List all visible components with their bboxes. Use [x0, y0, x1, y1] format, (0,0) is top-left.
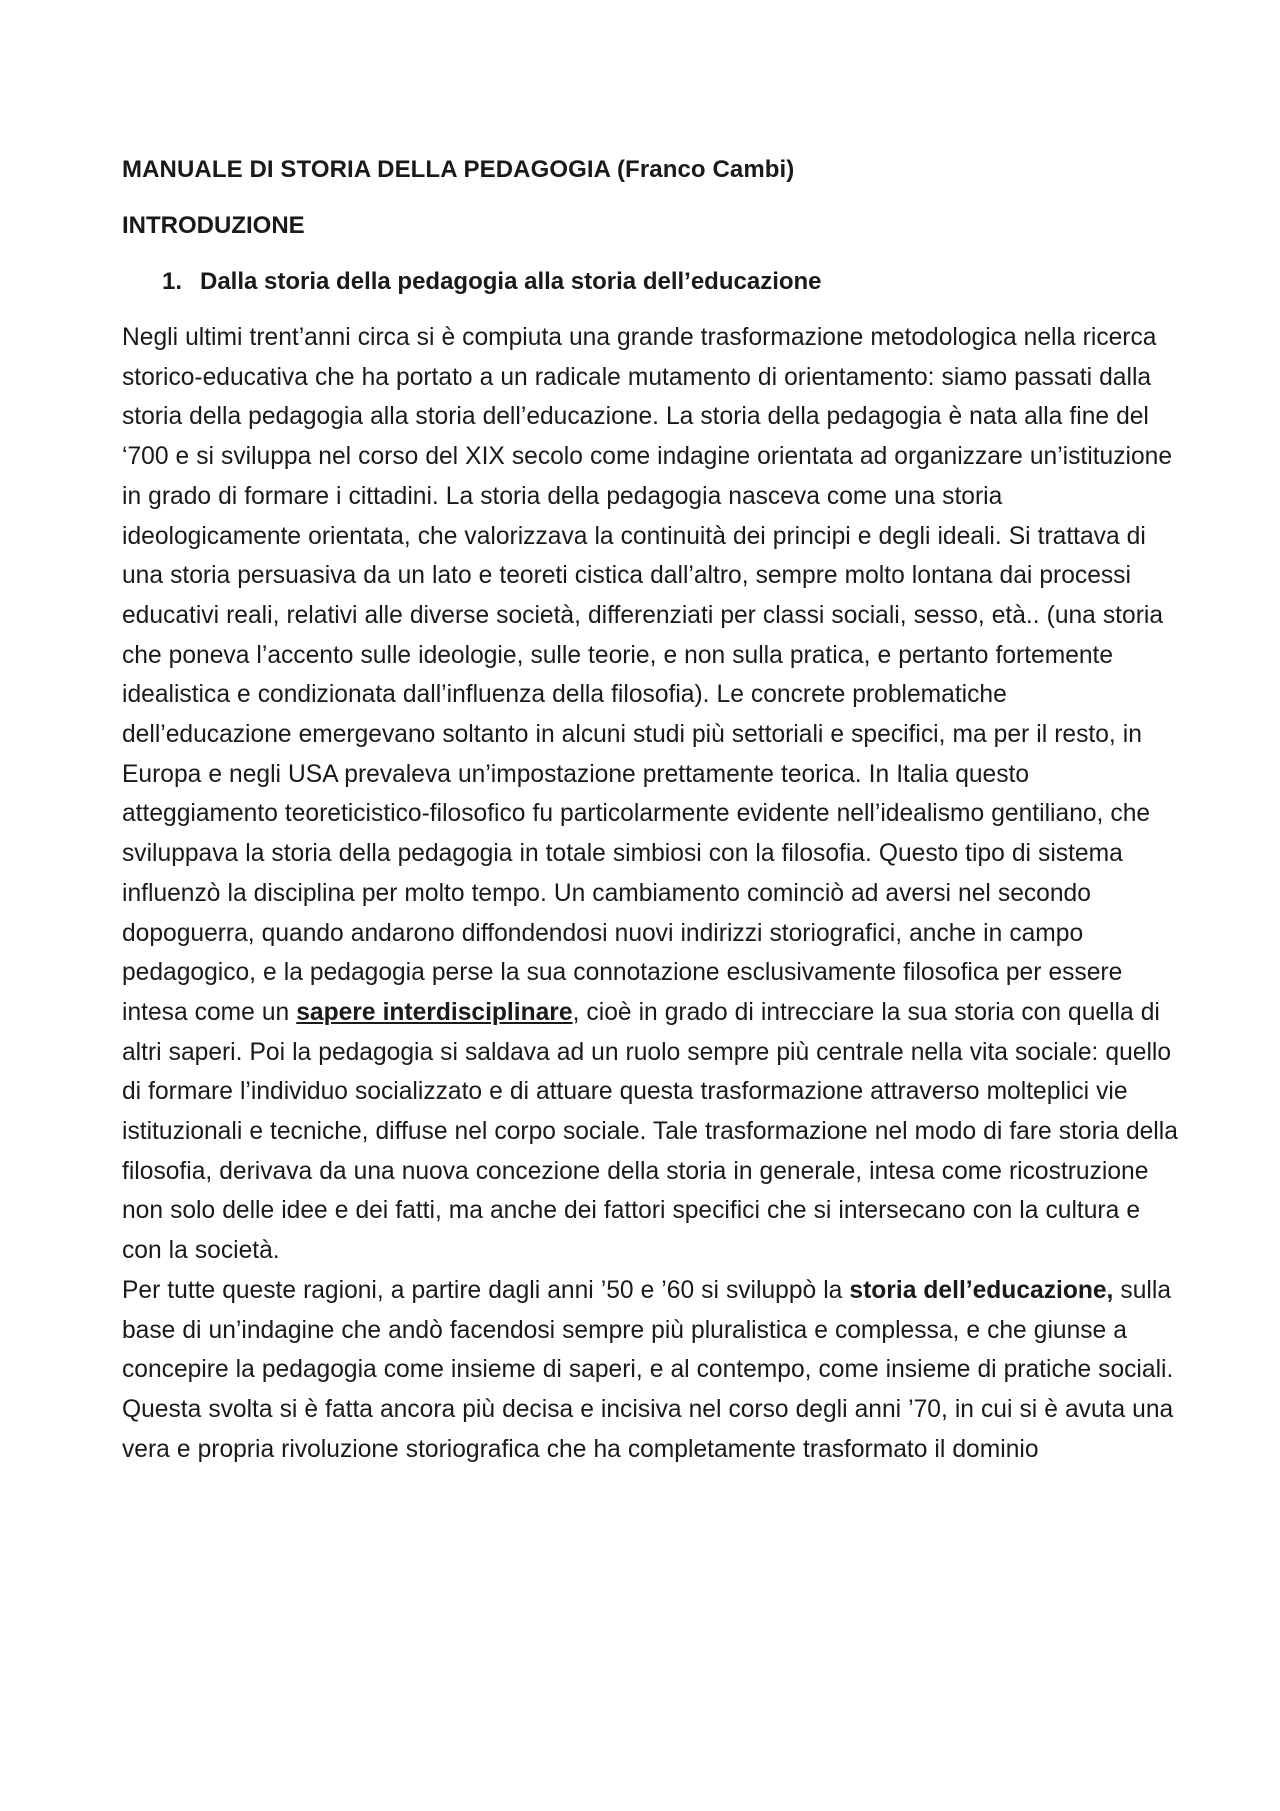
paragraph-1-text-before: Negli ultimi trent’anni circa si è compiuta una grande trasformazione metodologica nella ricerca storico-educativa che ha portato a un radicale mutamento di orientamento: siamo passati dalla storia della pedagogia alla storia dell’educazione. La storia della pedagogia è nata alla fine del ‘700 e si sviluppa nel corso del XIX secolo come indagine orientata ad organizzare un’istituzione in grado di formare i cittadini. La storia della pedagogia nasceva come una storia ideologicamente orientata, che valorizzava la continuità dei principi e degli ideali. Si trattava di una storia persuasiva da un lato e teoreti cistica dall’altro, sempre molto lontana dai processi educativi reali, relativi alle diverse società, differenziati per classi sociali, sesso, età.. (una storia che poneva l’accento sulle ideologie, sulle teorie, e non sulla pratica, e pertanto fortemente idealistica e condizionata dall’influenza della filosofia). Le concrete problematiche dell’educazione emergevano soltanto in alcuni studi più settoriali e specifici, ma per il resto, in Europa e negli USA prevaleva un’impostazione prettamente teorica. In Italia questo atteggiamento teoreticistico-filosofico fu particolarmente evidente nell’idealismo gentiliano, che sviluppava la storia della pedagogia in totale simbiosi con la filosofia. Questo tipo di sistema influenzò la disciplina per molto tempo. Un cambiamento cominciò ad aversi nel secondo dopoguerra, quando andarono diffondendosi nuovi indirizzi storiografici, anche in campo pedagogico, e la pedagogia perse la sua connotazione esclusivamente filosofica per essere intesa come un	[122, 324, 1173, 1026]
paragraph-1	[122, 318, 1182, 1271]
paragraph-2	[122, 1271, 1182, 1470]
chapter-heading	[122, 264, 1182, 300]
paragraph-1-text-after: , cioè in grado di intrecciare la sua storia con quella di altri saperi. Poi la pedagogia si saldava ad un ruolo sempre più centrale nella vita sociale: quello di formare l’individuo socializzato e di attuare questa trasformazione attraverso molteplici vie istituzionali e tecniche, diffuse nel corpo sociale. Tale trasformazione nel modo di fare storia della filosofia, derivava da una nuova concezione della storia in generale, intesa come ricostruzione non solo delle idee e dei fatti, ma anche dei fattori specifici che si intersecano con la cultura e con la società.	[122, 998, 1178, 1265]
paragraph-2-text-before: Per tutte queste ragioni, a partire dagli anni ’50 e ’60 si sviluppò la	[122, 1276, 850, 1304]
paragraph-2-text-after: sulla base di un’indagine che andò facendosi sempre più pluralistica e complessa, e che giunse a concepire la pedagogia come insieme di saperi, e al contempo, come insieme di pratiche sociali. Questa svolta si è fatta ancora più decisa e incisiva nel corso degli anni ’70, in cui si è avuta una vera e propria rivoluzione storiografica che ha completamente trasformato il dominio	[122, 1276, 1174, 1463]
heading-number: 1.	[162, 268, 183, 295]
document-body	[122, 152, 1182, 1469]
heading-text: Dalla storia della pedagogia alla storia dell’educazione	[200, 268, 822, 295]
paragraph-1-emphasis: sapere interdisciplinare	[296, 998, 573, 1026]
document-title: MANUALE DI STORIA DELLA PEDAGOGIA (Franco Cambi)	[122, 156, 795, 183]
paragraph-2-emphasis: storia dell’educazione,	[849, 1276, 1114, 1304]
section-title: INTRODUZIONE	[122, 212, 305, 239]
